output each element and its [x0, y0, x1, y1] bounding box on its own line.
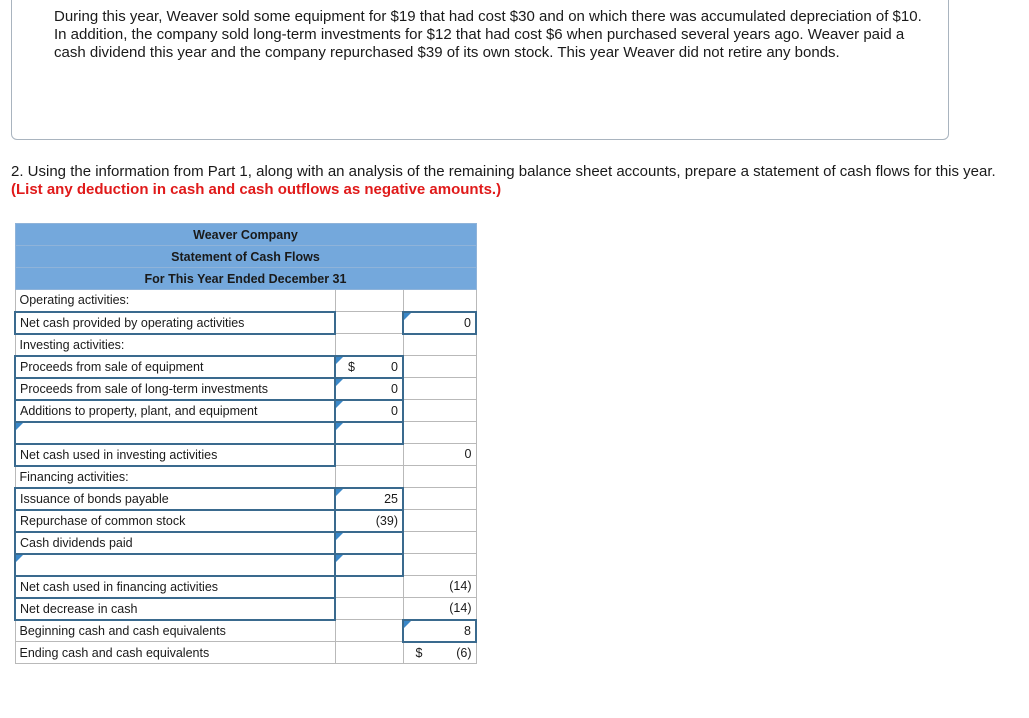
- header-row: [15, 224, 476, 246]
- table-row: [15, 532, 476, 554]
- empty-cell: [403, 510, 476, 532]
- empty-cell: [335, 466, 403, 488]
- empty-cell: [335, 312, 403, 334]
- equipment-proceeds-amount-field[interactable]: $ 0: [335, 356, 403, 378]
- stock-repurchase-amount-field[interactable]: (39): [335, 510, 403, 532]
- empty-cell: [403, 356, 476, 378]
- ending-cash-label: Ending cash and cash equivalents: [15, 642, 335, 664]
- bonds-issuance-label-field[interactable]: Issuance of bonds payable: [15, 488, 335, 510]
- net-financing-label-field[interactable]: Net cash used in financing activities: [15, 576, 335, 598]
- dividends-amount-field[interactable]: [335, 532, 403, 554]
- table-row: [15, 356, 476, 378]
- table-row: [15, 290, 476, 312]
- lti-proceeds-label-field[interactable]: Proceeds from sale of long-term investments: [15, 378, 335, 400]
- table-row: [15, 312, 476, 334]
- empty-cell: [335, 620, 403, 642]
- lti-proceeds-amount-field[interactable]: 0: [335, 378, 403, 400]
- table-row: [15, 444, 476, 466]
- empty-cell: [403, 378, 476, 400]
- table-row: [15, 488, 476, 510]
- empty-cell: [335, 598, 403, 620]
- table-row: [15, 400, 476, 422]
- empty-cell: [403, 334, 476, 356]
- table-row: [15, 510, 476, 532]
- empty-cell: [403, 488, 476, 510]
- net-investing-label-field[interactable]: Net cash used in investing activities: [15, 444, 335, 466]
- table-row: [15, 598, 476, 620]
- statement-period: For This Year Ended December 31: [15, 268, 476, 290]
- question-text: [11, 163, 1011, 199]
- empty-cell: [335, 444, 403, 466]
- dividends-label-field[interactable]: Cash dividends paid: [15, 532, 335, 554]
- investing-heading: Investing activities:: [15, 334, 335, 356]
- empty-cell: [403, 422, 476, 444]
- empty-cell: [403, 290, 476, 312]
- financing-heading: Financing activities:: [15, 466, 335, 488]
- empty-cell: [335, 642, 403, 664]
- beginning-cash-label: Beginning cash and cash equivalents: [15, 620, 335, 642]
- investing-blank-label-field[interactable]: [15, 422, 335, 444]
- equipment-proceeds-label-field[interactable]: Proceeds from sale of equipment: [15, 356, 335, 378]
- problem-text: During this year, Weaver sold some equipment for $19 that had cost $30 and on which there was accumulated depreciation of $10. In addition, the company sold long-term investments for $12 that had cost $6 when purchased several years ago. Weaver paid a cash dividend this year and the company repurchased $39 of its own stock. This year Weaver did not retire any bonds.: [54, 8, 922, 61]
- statement-title: Statement of Cash Flows: [15, 246, 476, 268]
- net-operating-amount-field[interactable]: 0: [403, 312, 476, 334]
- beginning-cash-amount-field[interactable]: 8: [403, 620, 476, 642]
- ending-cash-amount: $ (6): [403, 642, 476, 664]
- header-row: [15, 246, 476, 268]
- table-row: [15, 576, 476, 598]
- net-financing-amount: (14): [403, 576, 476, 598]
- table-row: [15, 466, 476, 488]
- empty-cell: [403, 400, 476, 422]
- empty-cell: [403, 532, 476, 554]
- company-name: Weaver Company: [15, 224, 476, 246]
- empty-cell: [335, 334, 403, 356]
- net-operating-label-field[interactable]: Net cash provided by operating activities: [15, 312, 335, 334]
- financing-blank-amount-field[interactable]: [335, 554, 403, 576]
- bonds-issuance-amount-field[interactable]: 25: [335, 488, 403, 510]
- net-decrease-label-field[interactable]: Net decrease in cash: [15, 598, 335, 620]
- empty-cell: [335, 290, 403, 312]
- empty-cell: [403, 466, 476, 488]
- financing-blank-label-field[interactable]: [15, 554, 335, 576]
- table-row: [15, 620, 476, 642]
- stock-repurchase-label-field[interactable]: Repurchase of common stock: [15, 510, 335, 532]
- ppe-additions-amount-field[interactable]: 0: [335, 400, 403, 422]
- ppe-additions-label-field[interactable]: Additions to property, plant, and equipment: [15, 400, 335, 422]
- table-row: [15, 378, 476, 400]
- operating-heading: Operating activities:: [15, 290, 335, 312]
- cash-flow-statement: [14, 223, 477, 664]
- table-row: [15, 642, 476, 664]
- header-row: [15, 268, 476, 290]
- table-row: [15, 334, 476, 356]
- empty-cell: [335, 576, 403, 598]
- question-prompt: 2. Using the information from Part 1, along with an analysis of the remaining balance sheet accounts, prepare a statement of cash flows for this year.: [11, 163, 996, 180]
- table-row: [15, 422, 476, 444]
- table-row: [15, 554, 476, 576]
- net-decrease-amount: (14): [403, 598, 476, 620]
- investing-blank-amount-field[interactable]: [335, 422, 403, 444]
- net-investing-amount: 0: [403, 444, 476, 466]
- question-instruction: (List any deduction in cash and cash outflows as negative amounts.): [11, 181, 502, 198]
- empty-cell: [403, 554, 476, 576]
